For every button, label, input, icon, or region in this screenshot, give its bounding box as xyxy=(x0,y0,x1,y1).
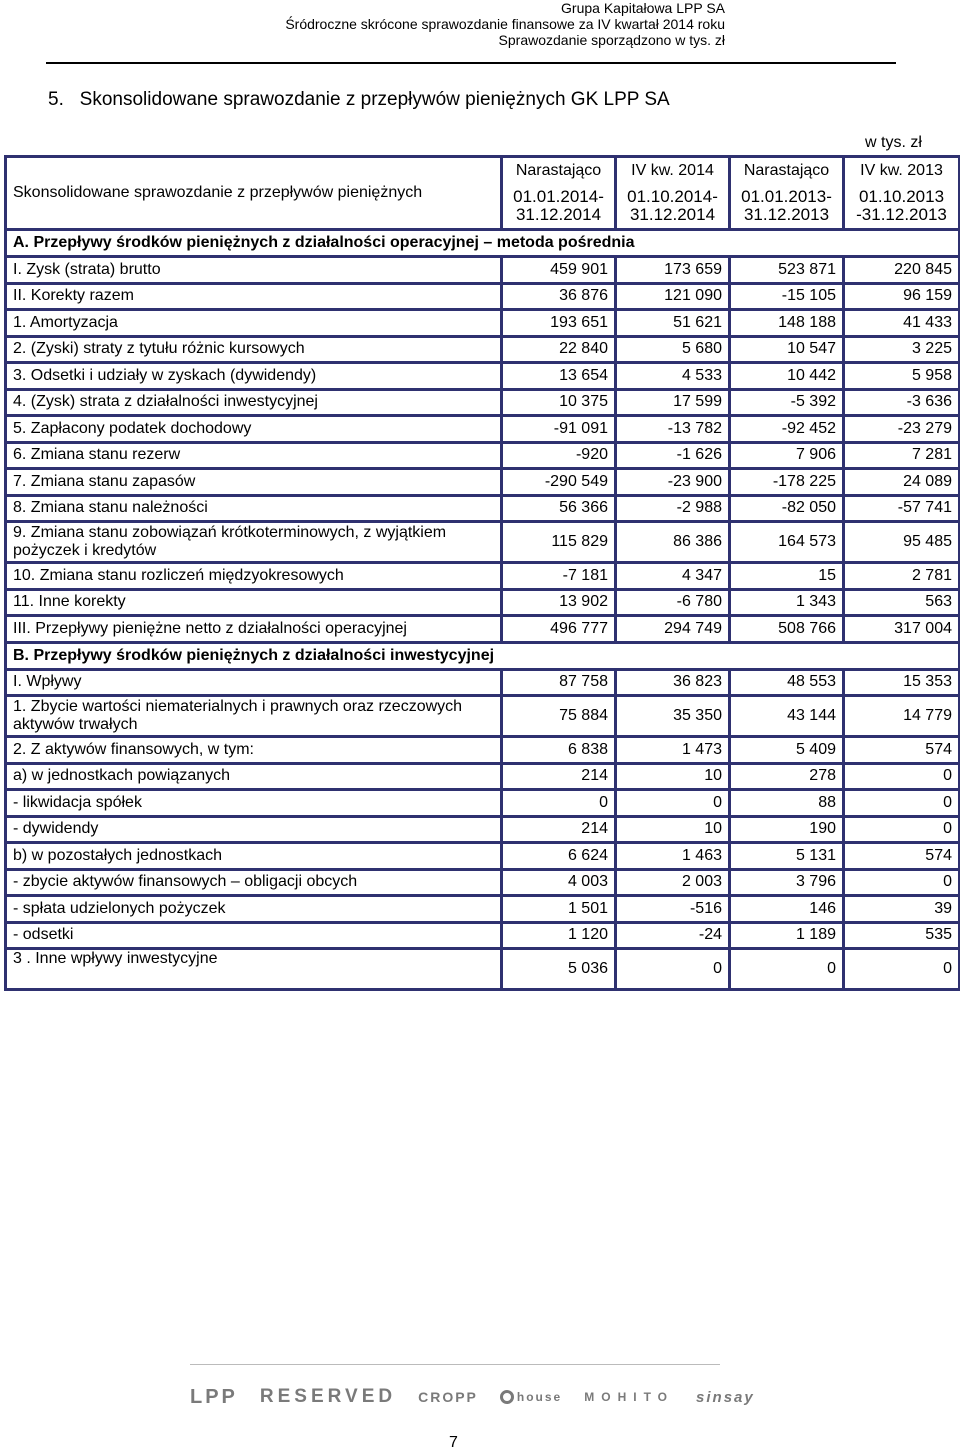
row-value: -91 091 xyxy=(502,416,616,443)
row-label: I. Zysk (strata) brutto xyxy=(6,257,502,284)
row-value: 146 xyxy=(730,896,844,923)
row-value: 7 281 xyxy=(844,442,960,469)
table-row xyxy=(6,416,960,443)
row-value: 4 533 xyxy=(616,363,730,390)
row-value: 0 xyxy=(844,949,960,990)
row-value: 4 003 xyxy=(502,869,616,896)
row-value: -23 279 xyxy=(844,416,960,443)
row-label: I. Wpływy xyxy=(6,669,502,696)
row-value: 96 159 xyxy=(844,283,960,310)
table-title: Skonsolidowane sprawozdanie z przepływów pieniężnych xyxy=(13,184,423,201)
row-value: 95 485 xyxy=(844,522,960,563)
row-value: 22 840 xyxy=(502,336,616,363)
row-label: 3. Odsetki i udziały w zyskach (dywidendy) xyxy=(6,363,502,390)
row-label: 10. Zmiana stanu rozliczeń międzyokresowych xyxy=(6,563,502,590)
row-value: 523 871 xyxy=(730,257,844,284)
row-value: 3 225 xyxy=(844,336,960,363)
row-label: a) w jednostkach powiązanych xyxy=(6,763,502,790)
page-number: 7 xyxy=(449,1434,458,1451)
row-value: -23 900 xyxy=(616,469,730,496)
row-value: 87 758 xyxy=(502,669,616,696)
row-value: 148 188 xyxy=(730,310,844,337)
table-row xyxy=(6,522,960,563)
row-value: 41 433 xyxy=(844,310,960,337)
row-value: 6 838 xyxy=(502,737,616,764)
table-row xyxy=(6,283,960,310)
row-value: -13 782 xyxy=(616,416,730,443)
row-label: b) w pozostałych jednostkach xyxy=(6,843,502,870)
row-value: 36 876 xyxy=(502,283,616,310)
table-row xyxy=(6,495,960,522)
cropp-logo: CROPP xyxy=(418,1389,478,1405)
table-row xyxy=(6,790,960,817)
row-value: 48 553 xyxy=(730,669,844,696)
row-value: -516 xyxy=(616,896,730,923)
table-row xyxy=(6,737,960,764)
row-value: 5 131 xyxy=(730,843,844,870)
table-row xyxy=(6,896,960,923)
col-header-top: Narastająco xyxy=(502,157,616,185)
table-row xyxy=(6,389,960,416)
row-value: 13 902 xyxy=(502,589,616,616)
row-value: 7 906 xyxy=(730,442,844,469)
row-value: 1 501 xyxy=(502,896,616,923)
row-value: 164 573 xyxy=(730,522,844,563)
row-value: 0 xyxy=(616,790,730,817)
row-label: 5. Zapłacony podatek dochodowy xyxy=(6,416,502,443)
row-value: -7 181 xyxy=(502,563,616,590)
row-value: 39 xyxy=(844,896,960,923)
table-row xyxy=(6,563,960,590)
row-value: -15 105 xyxy=(730,283,844,310)
row-value: -6 780 xyxy=(616,589,730,616)
row-value: 10 375 xyxy=(502,389,616,416)
house-logo xyxy=(500,1390,562,1404)
brand-logos xyxy=(190,1380,755,1414)
row-value: 51 621 xyxy=(616,310,730,337)
row-value: 0 xyxy=(502,790,616,817)
row-value: 5 958 xyxy=(844,363,960,390)
row-label: 1. Amortyzacja xyxy=(6,310,502,337)
row-value: 24 089 xyxy=(844,469,960,496)
row-value: 0 xyxy=(730,949,844,990)
row-label: 7. Zmiana stanu zapasów xyxy=(6,469,502,496)
row-label: - odsetki xyxy=(6,922,502,949)
mohito-logo: MOHITO xyxy=(584,1390,675,1404)
row-value: 4 347 xyxy=(616,563,730,590)
row-value: 0 xyxy=(844,790,960,817)
cash-flow-table-body xyxy=(6,157,960,990)
row-value: 1 473 xyxy=(616,737,730,764)
header-company: Grupa Kapitałowa LPP SA xyxy=(561,0,725,16)
row-value: 193 651 xyxy=(502,310,616,337)
header-rule xyxy=(46,62,896,64)
table-row xyxy=(6,696,960,737)
row-label: 4. (Zysk) strata z działalności inwestycyjnej xyxy=(6,389,502,416)
document-header xyxy=(0,0,960,48)
row-label: III. Przepływy pieniężne netto z działalności operacyjnej xyxy=(6,616,502,643)
row-value: -1 626 xyxy=(616,442,730,469)
reserved-logo: RESERVED xyxy=(259,1386,397,1407)
section-a-heading: A. Przepływy środków pieniężnych z działalności operacyjnej – metoda pośrednia xyxy=(6,230,960,257)
row-value: -920 xyxy=(502,442,616,469)
row-value: 14 779 xyxy=(844,696,960,737)
col-header-range: 01.01.2013- 31.12.2013 xyxy=(730,184,844,230)
row-value: 0 xyxy=(844,763,960,790)
row-value: 13 654 xyxy=(502,363,616,390)
row-value: 317 004 xyxy=(844,616,960,643)
row-value: 10 442 xyxy=(730,363,844,390)
row-value: 574 xyxy=(844,737,960,764)
row-value: 17 599 xyxy=(616,389,730,416)
unit-label: w tys. zł xyxy=(865,134,922,151)
cash-flow-table xyxy=(4,155,960,991)
row-value: 1 189 xyxy=(730,922,844,949)
row-value: 1 120 xyxy=(502,922,616,949)
table-row xyxy=(6,469,960,496)
col-header-top: IV kw. 2013 xyxy=(844,157,960,185)
sinsay-logo: sinsay xyxy=(696,1388,755,1406)
table-row xyxy=(6,869,960,896)
row-value: 459 901 xyxy=(502,257,616,284)
row-value: -5 392 xyxy=(730,389,844,416)
table-row xyxy=(6,363,960,390)
row-value: 190 xyxy=(730,816,844,843)
col-header-range: 01.01.2014- 31.12.2014 xyxy=(502,184,616,230)
row-value: 214 xyxy=(502,763,616,790)
col-header-range: 01.10.2014- 31.12.2014 xyxy=(616,184,730,230)
row-value: 115 829 xyxy=(502,522,616,563)
row-value: 5 680 xyxy=(616,336,730,363)
row-label: 6. Zmiana stanu rezerw xyxy=(6,442,502,469)
row-value: 508 766 xyxy=(730,616,844,643)
col-header-range: 01.10.2013 -31.12.2013 xyxy=(844,184,960,230)
row-label: 8. Zmiana stanu należności xyxy=(6,495,502,522)
row-value: 220 845 xyxy=(844,257,960,284)
row-label: - zbycie aktywów finansowych – obligacji obcych xyxy=(6,869,502,896)
col-header-top: IV kw. 2014 xyxy=(616,157,730,185)
row-value: 574 xyxy=(844,843,960,870)
row-value: 121 090 xyxy=(616,283,730,310)
row-value: 294 749 xyxy=(616,616,730,643)
row-value: 15 353 xyxy=(844,669,960,696)
row-value: -178 225 xyxy=(730,469,844,496)
table-row xyxy=(6,442,960,469)
row-value: 1 343 xyxy=(730,589,844,616)
header-unit-note: Sprawozdanie sporządzono w tys. zł xyxy=(498,32,725,48)
table-row xyxy=(6,922,960,949)
section-b-row xyxy=(6,642,960,669)
footer-rule xyxy=(190,1364,720,1365)
row-value: 496 777 xyxy=(502,616,616,643)
row-label: - spłata udzielonych pożyczek xyxy=(6,896,502,923)
table-row xyxy=(6,843,960,870)
row-label: 11. Inne korekty xyxy=(6,589,502,616)
row-value: 6 624 xyxy=(502,843,616,870)
table-row xyxy=(6,589,960,616)
row-label: - dywidendy xyxy=(6,816,502,843)
row-value: 278 xyxy=(730,763,844,790)
row-value: -92 452 xyxy=(730,416,844,443)
table-row xyxy=(6,949,960,990)
row-value: 214 xyxy=(502,816,616,843)
row-value: 15 xyxy=(730,563,844,590)
row-value: -3 636 xyxy=(844,389,960,416)
table-row xyxy=(6,336,960,363)
house-logo-text: house xyxy=(516,1390,563,1404)
row-value: 0 xyxy=(616,949,730,990)
row-value: 86 386 xyxy=(616,522,730,563)
row-value: 0 xyxy=(844,816,960,843)
row-label: II. Korekty razem xyxy=(6,283,502,310)
row-value: 56 366 xyxy=(502,495,616,522)
row-label: 2. (Zyski) straty z tytułu różnic kursowych xyxy=(6,336,502,363)
row-value: -2 988 xyxy=(616,495,730,522)
row-value: 2 781 xyxy=(844,563,960,590)
table-row xyxy=(6,257,960,284)
row-label: - likwidacja spółek xyxy=(6,790,502,817)
row-value: 10 547 xyxy=(730,336,844,363)
row-value: 75 884 xyxy=(502,696,616,737)
table-title-cell xyxy=(6,157,502,230)
lpp-logo: LPP xyxy=(190,1385,238,1408)
row-value: 88 xyxy=(730,790,844,817)
table-row xyxy=(6,310,960,337)
house-logo-mark-icon xyxy=(500,1390,514,1404)
row-value: 2 003 xyxy=(616,869,730,896)
row-value: 36 823 xyxy=(616,669,730,696)
col-header-top: Narastająco xyxy=(730,157,844,185)
row-value: 535 xyxy=(844,922,960,949)
table-row xyxy=(6,669,960,696)
row-value: -24 xyxy=(616,922,730,949)
row-value: 563 xyxy=(844,589,960,616)
row-value: 43 144 xyxy=(730,696,844,737)
row-label: 9. Zmiana stanu zobowiązań krótkoterminowych, z wyjątkiem pożyczek i kredytów xyxy=(6,522,502,563)
row-value: 0 xyxy=(844,869,960,896)
row-value: 173 659 xyxy=(616,257,730,284)
row-value: 10 xyxy=(616,816,730,843)
section-title: 5. Skonsolidowane sprawozdanie z przepływów pieniężnych GK LPP SA xyxy=(48,89,670,110)
row-value: 5 036 xyxy=(502,949,616,990)
table-row xyxy=(6,763,960,790)
table-row xyxy=(6,816,960,843)
row-value: 5 409 xyxy=(730,737,844,764)
row-label: 2. Z aktywów finansowych, w tym: xyxy=(6,737,502,764)
row-value: 35 350 xyxy=(616,696,730,737)
row-value: 10 xyxy=(616,763,730,790)
header-report-title: Śródroczne skrócone sprawozdanie finansowe za IV kwartał 2014 roku xyxy=(285,16,725,32)
row-value: 3 796 xyxy=(730,869,844,896)
section-b-heading: B. Przepływy środków pieniężnych z działalności inwestycyjnej xyxy=(6,642,960,669)
row-label: 1. Zbycie wartości niematerialnych i prawnych oraz rzeczowych aktywów trwałych xyxy=(6,696,502,737)
row-value: -82 050 xyxy=(730,495,844,522)
row-value: -57 741 xyxy=(844,495,960,522)
row-value: -290 549 xyxy=(502,469,616,496)
table-row xyxy=(6,616,960,643)
row-value: 1 463 xyxy=(616,843,730,870)
row-label: 3 . Inne wpływy inwestycyjne xyxy=(6,949,502,990)
